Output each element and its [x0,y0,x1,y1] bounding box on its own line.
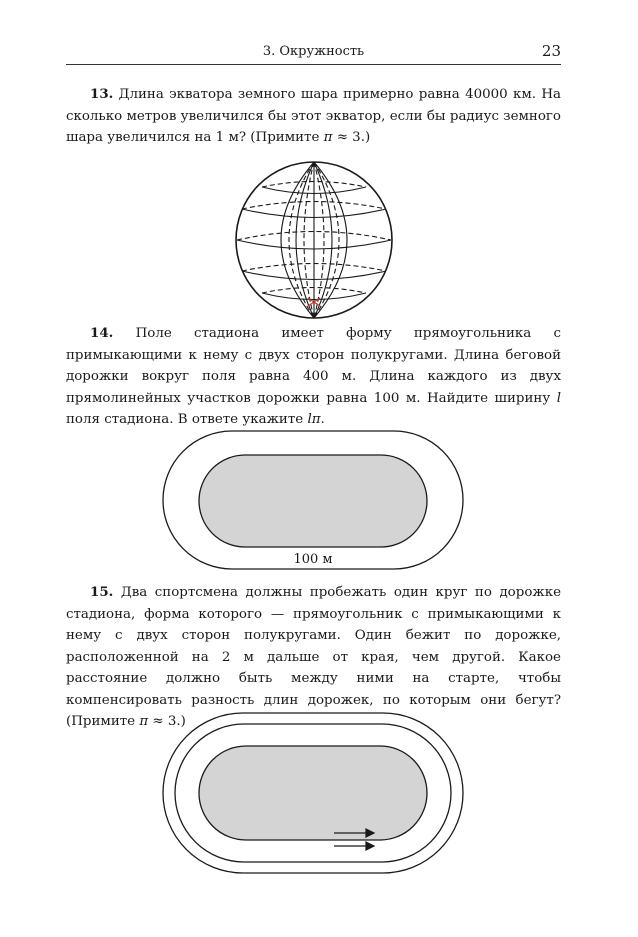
pi-symbol: π [139,714,149,729]
problem-13-approx: ≈ 3.) [332,130,371,145]
section-title: 3. Окружность [262,44,365,59]
problem-13-text: Длина экватора земного шара примерно равна 40000 км. На сколько метров увеличился бы этот экватор, если бы радиус земного шара увеличился на 1 м? (Примите [66,87,561,145]
straight-length-label: 100 м [293,552,333,567]
globe-figure [228,160,400,320]
problem-13 [66,84,561,149]
page-number: 23 [541,42,561,60]
problem-15-text: Два спортсмена должны пробежать один круг по дорожке стадиона, форма которого — прямоугольник с примыкающими к нему с двух сторон полукругами. Один бежит по дорожке, расположенной на 2 м дальше от края, чем другой. Какое расстояние должно быть между ними на старте, чтобы компенсировать разность длин дорожек, по которым они бегут? (Примите [66,585,561,729]
problem-15 [66,582,561,733]
problem-15-number: 15. [90,584,114,600]
problem-14-text-mid: поля стадиона. В ответе укажите [66,412,308,427]
problem-14-text: Поле стадиона имеет форму прямоугольника с примыкающими к нему с двух сторон полукругами. Длина беговой дорожки вокруг поля равна 400 м. Длина каждого из двух прямолинейных участков дорожки равна 100 м. Найдите ширину [66,326,561,406]
running-header [66,42,561,65]
pi-symbol: π [323,130,333,145]
stadium-field [199,455,427,547]
problem-14-number: 14. [90,325,114,341]
problem-13-number: 13. [90,86,114,102]
problem-14: 14. Поле стадиона имеет форму прямоугольника с примыкающими к нему с двух сторон полукругами. Длина беговой дорожки вокруг поля равна 400 м. Длина каждого из двух прямолинейных участков дорожки равна 100 м. Найдите ширину l поля стадиона. В ответе укажите lπ. [66,325,561,427]
problem-15-approx: ≈ 3.) [148,714,186,729]
var-l-pi: lπ [307,412,321,427]
stadium-figure-2 [162,712,464,874]
var-l: l [556,390,561,406]
stadium-field [199,746,427,840]
stadium-figure-1 [162,430,464,570]
